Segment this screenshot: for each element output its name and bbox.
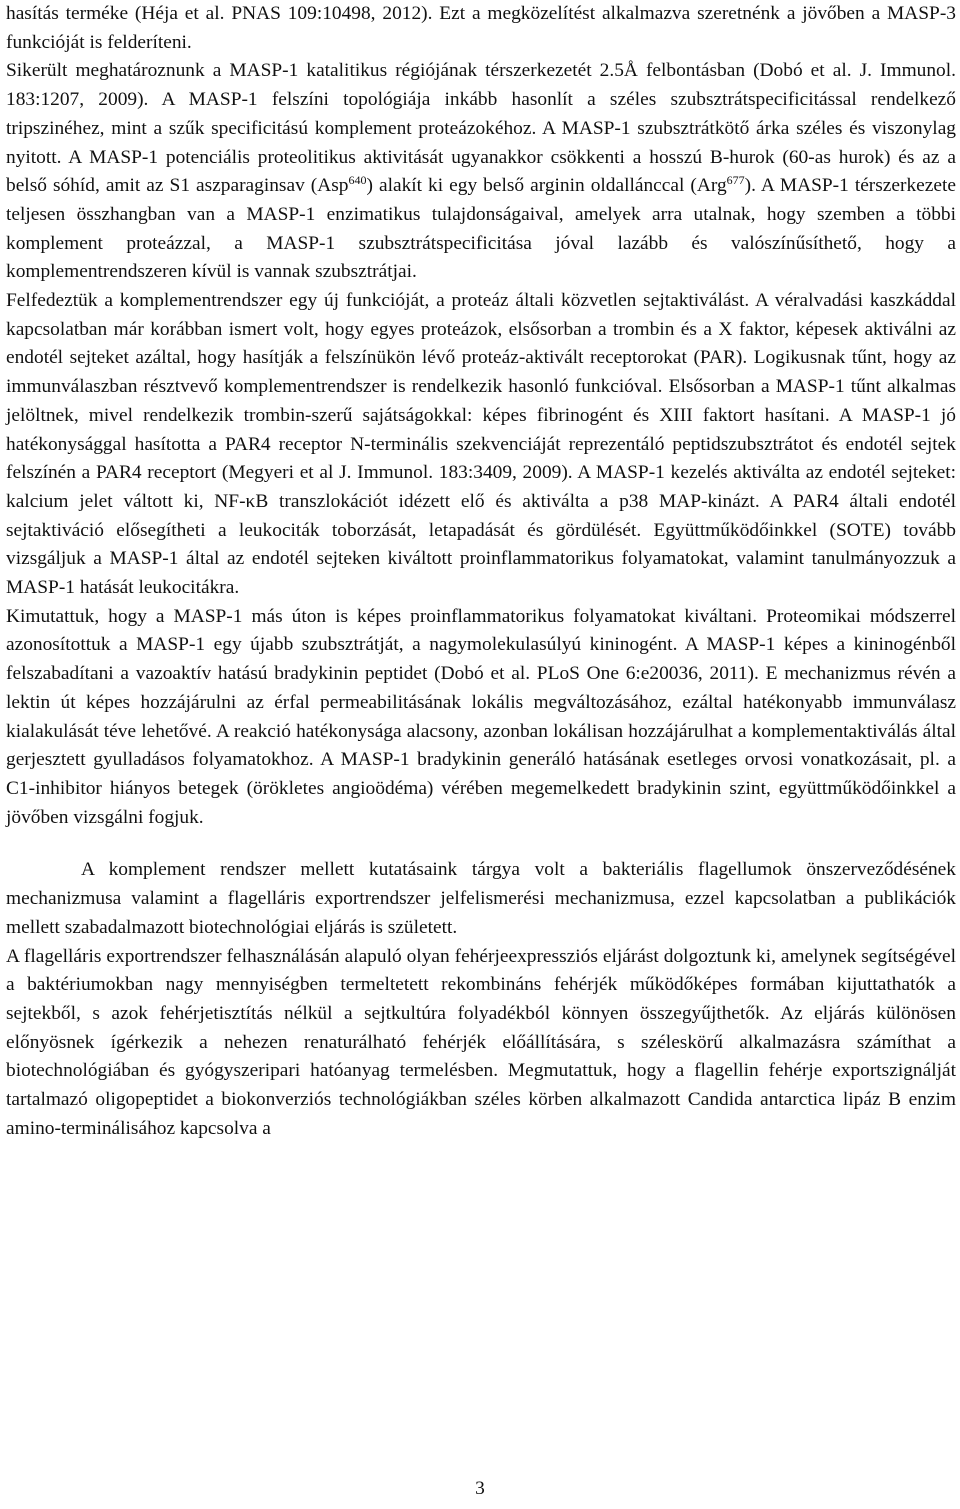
- superscript: 677: [726, 173, 745, 188]
- paragraph-flagella-intro-continued: [6, 0, 956, 57]
- paragraph-bradykinin: [6, 603, 956, 833]
- paragraph-cell-activation: [6, 287, 956, 603]
- paragraph-masp1-structure: [6, 57, 956, 287]
- text-run: ). A MASP-1 térszerkezete teljesen összhangban van a MASP-1 enzimatikus tulajdonságaival, amelyek arra utalnak, hogy szemben a többi komplement proteázzal, a MASP-1 szubsztrátspecificitása jóval lazább és valószínűsíthető, hogy a komplementrendszeren kívül is vannak szubsztrátjai.: [6, 175, 956, 283]
- superscript: 640: [348, 173, 367, 188]
- page-number: 3: [475, 1478, 485, 1499]
- text-run: Felfedeztük a komplementrendszer egy új funkcióját, a proteáz általi közvetlen sejtaktiválást. A véralvadási kaszkáddal kapcsolatban már korábban ismert volt, hogy egyes proteázok, elsősorban a trombin és a X faktor, képesek aktiválni az endotél sejteket azáltal, hogy hasítják a felszínükön lévő proteáz-aktivált receptorokat (PAR). Logikusnak tűnt, hogy az immunválaszban résztvevő komplementrendszer is rendelkezik hasonló funkcióval. Elsősorban a MASP-1 tűnt alkalmas jelöltnek, mivel rendelkezik trombin-szerű sajátságokkal: képes fibrinogént és XIII faktort hasítani. A MASP-1 jó hatékonysággal hasította a PAR4 receptor N-terminális szekvenciáját reprezentáló peptidszubsztrátot és endotél sejtek felszínén a PAR4 receptort (Megyeri et al J. Immunol. 183:3409, 2009). A MASP-1 kezelés aktiválta az endotél sejteket: kalcium jelet váltott ki, NF-κB transzlokációt idézett elő és aktiválta a p38 MAP-kinázt. A PAR4 általi endotél sejtaktiváció elősegítheti a leukociták toborzását, letapadását és gördülését. Együttműködőinkkel (SOTE) tovább vizsgáljuk a MASP-1 által az endotél sejteken kiváltott proinflammatorikus folyamatokat, valamint tanulmányozzuk a MASP-1 hatását leukocitákra.: [6, 290, 956, 599]
- text-run: hasítás terméke (Héja et al. PNAS 109:10498, 2012). Ezt a megközelítést alkalmazva szeretnénk a jövőben a MASP-3 funkcióját is felderíteni.: [6, 3, 956, 53]
- text-run: A komplement rendszer mellett kutatásaink tárgya volt a bakteriális flagellumok önszerveződésének mechanizmusa valamint a flagelláris exportrendszer jelfelismerési mechanizmusa, ezzel kapcsolatban a publikációk mellett szabadalmazott biotechnológiai eljárás is született.: [6, 859, 956, 938]
- text-run: ) alakít ki egy belső arginin oldallánccal (Arg: [366, 175, 727, 197]
- text-run: Sikerült meghatároznunk a MASP-1 katalitikus régiójának térszerkezetét 2.5Å felbontásban (Dobó et al. J. Immunol. 183:1207, 2009). A MASP-1 felszíni topológiája inkább hasonlít a széles szubsztrátspecificitással rendelkező tripszinéhez, mint a szűk specificitású komplement proteázokéhoz. A MASP-1 szubsztrátkötő árka széles és viszonylag nyitott. A MASP-1 potenciális proteolitikus aktivitását ugyanakkor csökkenti a hosszú B-hurok (60-as hurok) és az a belső sóhíd, amit az S1 aszparaginsav (Asp: [6, 60, 956, 197]
- document-page: [6, 0, 956, 1143]
- text-run: A flagelláris exportrendszer felhasználásán alapuló olyan fehérjeexpressziós eljárást dolgoztunk ki, amelynek segítségével a baktériumokban nagy mennyiségben termeltetett rekombináns fehérjék működőképes formában kijuttathatók a sejtekből, s azok fehérjetisztítás nélkül a sejtkultúra folyadékból könnyen összegyűjthetők. Az eljárás különösen előnyösnek ígérkezik a nehezen renaturálható fehérjék előállítására, s széleskörű alkalmazásra számíthat a biotechnológiában és gyógyszeripari hatóanyag termelésben. Megmutattuk, hogy a flagellin fehérje exportszignálját tartalmazó oligopeptidet a biokonverziós technológiákban széles körben alkalmazott Candida antarctica lipáz B enzim amino-terminálisához kapcsolva a: [6, 945, 956, 1139]
- text-run: Kimutattuk, hogy a MASP-1 más úton is képes proinflammatorikus folyamatokat kiváltani. Proteomikai módszerrel azonosítottuk a MASP-1 egy újabb szubsztrátját, a nagymolekulasúlyú kininogént. A MASP-1 képes a kininogénből felszabadítani a vazoaktív hatású bradykinin peptidet (Dobó et al. PLoS One 6:e20036, 2011). E mechanizmus révén a lektin út képes hozzájárulni az érfal permeabilitásának lokális megváltozásához, ezáltal hatékonyabb immunválasz kialakulását téve lehetővé. A reakció hatékonysága alacsony, azonban lokálisan hozzájárulhat a komplementaktiválás által gerjesztett gyulladásos folyamatokhoz. A MASP-1 bradykinin generáló hatásának esetleges orvosi vonatkozásait, pl. a C1-inhibitor hiányos betegek (örökletes angioödéma) vérében megemelkedett bradykinin szint, együttműködőinkkel a jövőben vizsgálni fogjuk.: [6, 605, 956, 828]
- paragraph-flagellar-research: [6, 856, 956, 942]
- paragraph-flagellar-export-system: [6, 943, 956, 1144]
